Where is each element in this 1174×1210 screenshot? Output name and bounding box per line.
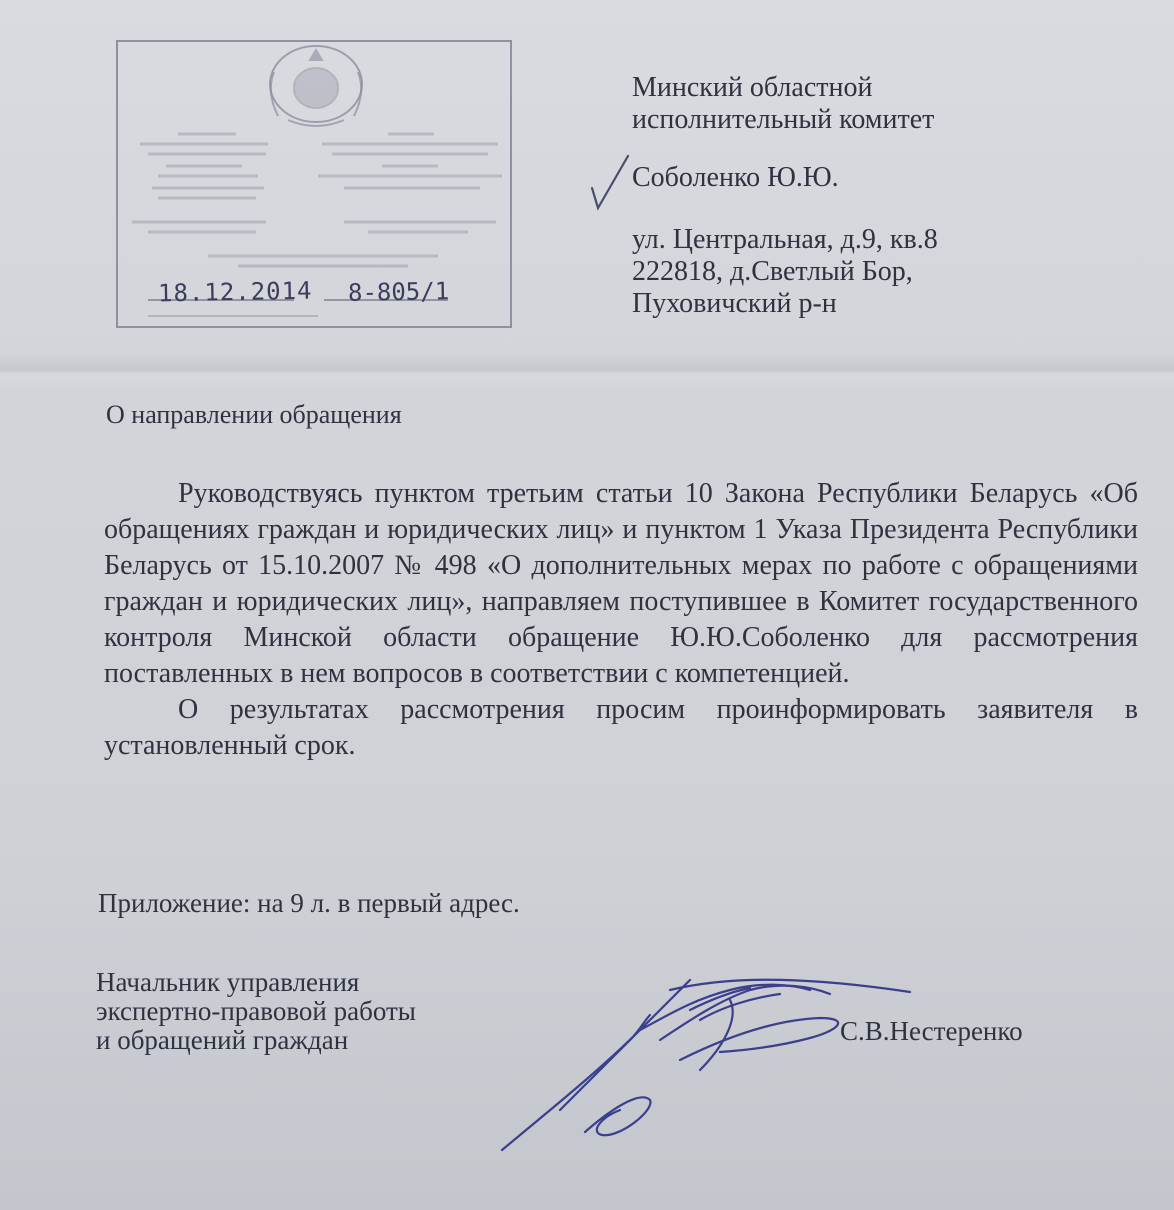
handwritten-signature: [490, 960, 920, 1160]
signer-title-line1: Начальник управления: [96, 967, 360, 997]
body-paragraph-2: О результатах рассмотрения просим проинформировать заявителя в установленный срок.: [104, 694, 1138, 761]
registration-date: 18.12.2014: [157, 276, 313, 308]
letterhead-left-text-lines: [132, 134, 268, 232]
addressee-address-line1: ул. Центральная, д.9, кв.8: [632, 224, 938, 255]
addressee-person: Соболенко Ю.Ю.: [632, 162, 839, 193]
registration-number: 8-805/1: [347, 277, 450, 307]
body-paragraph-1: Руководствуясь пунктом третьим статьи 10 Закона Республики Беларусь «Об обращениях граждан и юридических лиц» и пунктом 1 Указа Президента Республики Беларусь от 15.10.2007 № 498 «О дополнительных мерах по работе с обращениями граждан и юридических лиц», направляем поступившее в Комитет государственного контроля Минской области обращение Ю.Ю.Соболенко для рассмотрения поставленных в нем вопросов в соответствии с компетенцией.: [104, 478, 1138, 689]
letter-body: [104, 476, 1138, 764]
signer-title-line2: экспертно-правовой работы: [96, 996, 416, 1026]
belarus-coat-of-arms-icon: [270, 46, 362, 126]
addressee-address-line3: Пуховичский р-н: [632, 288, 837, 319]
letterhead-contact-lines: [208, 256, 438, 266]
checkmark-icon: [588, 152, 632, 214]
letterhead-stamp: [116, 40, 512, 328]
signer-name: С.В.Нестеренко: [840, 1016, 1023, 1046]
signer-title: [96, 968, 416, 1055]
letter-subject: О направлении обращения: [106, 400, 402, 429]
letterhead-right-text-lines: [318, 134, 502, 232]
paper-fold: [0, 352, 1174, 392]
addressee-organization-line1: Минский областной: [632, 72, 873, 103]
addressee-address-line2: 222818, д.Светлый Бор,: [632, 256, 913, 287]
addressee-organization-line2: исполнительный комитет: [632, 104, 935, 135]
annex-line: Приложение: на 9 л. в первый адрес.: [98, 888, 520, 918]
signer-title-line3: и обращений граждан: [96, 1025, 349, 1055]
